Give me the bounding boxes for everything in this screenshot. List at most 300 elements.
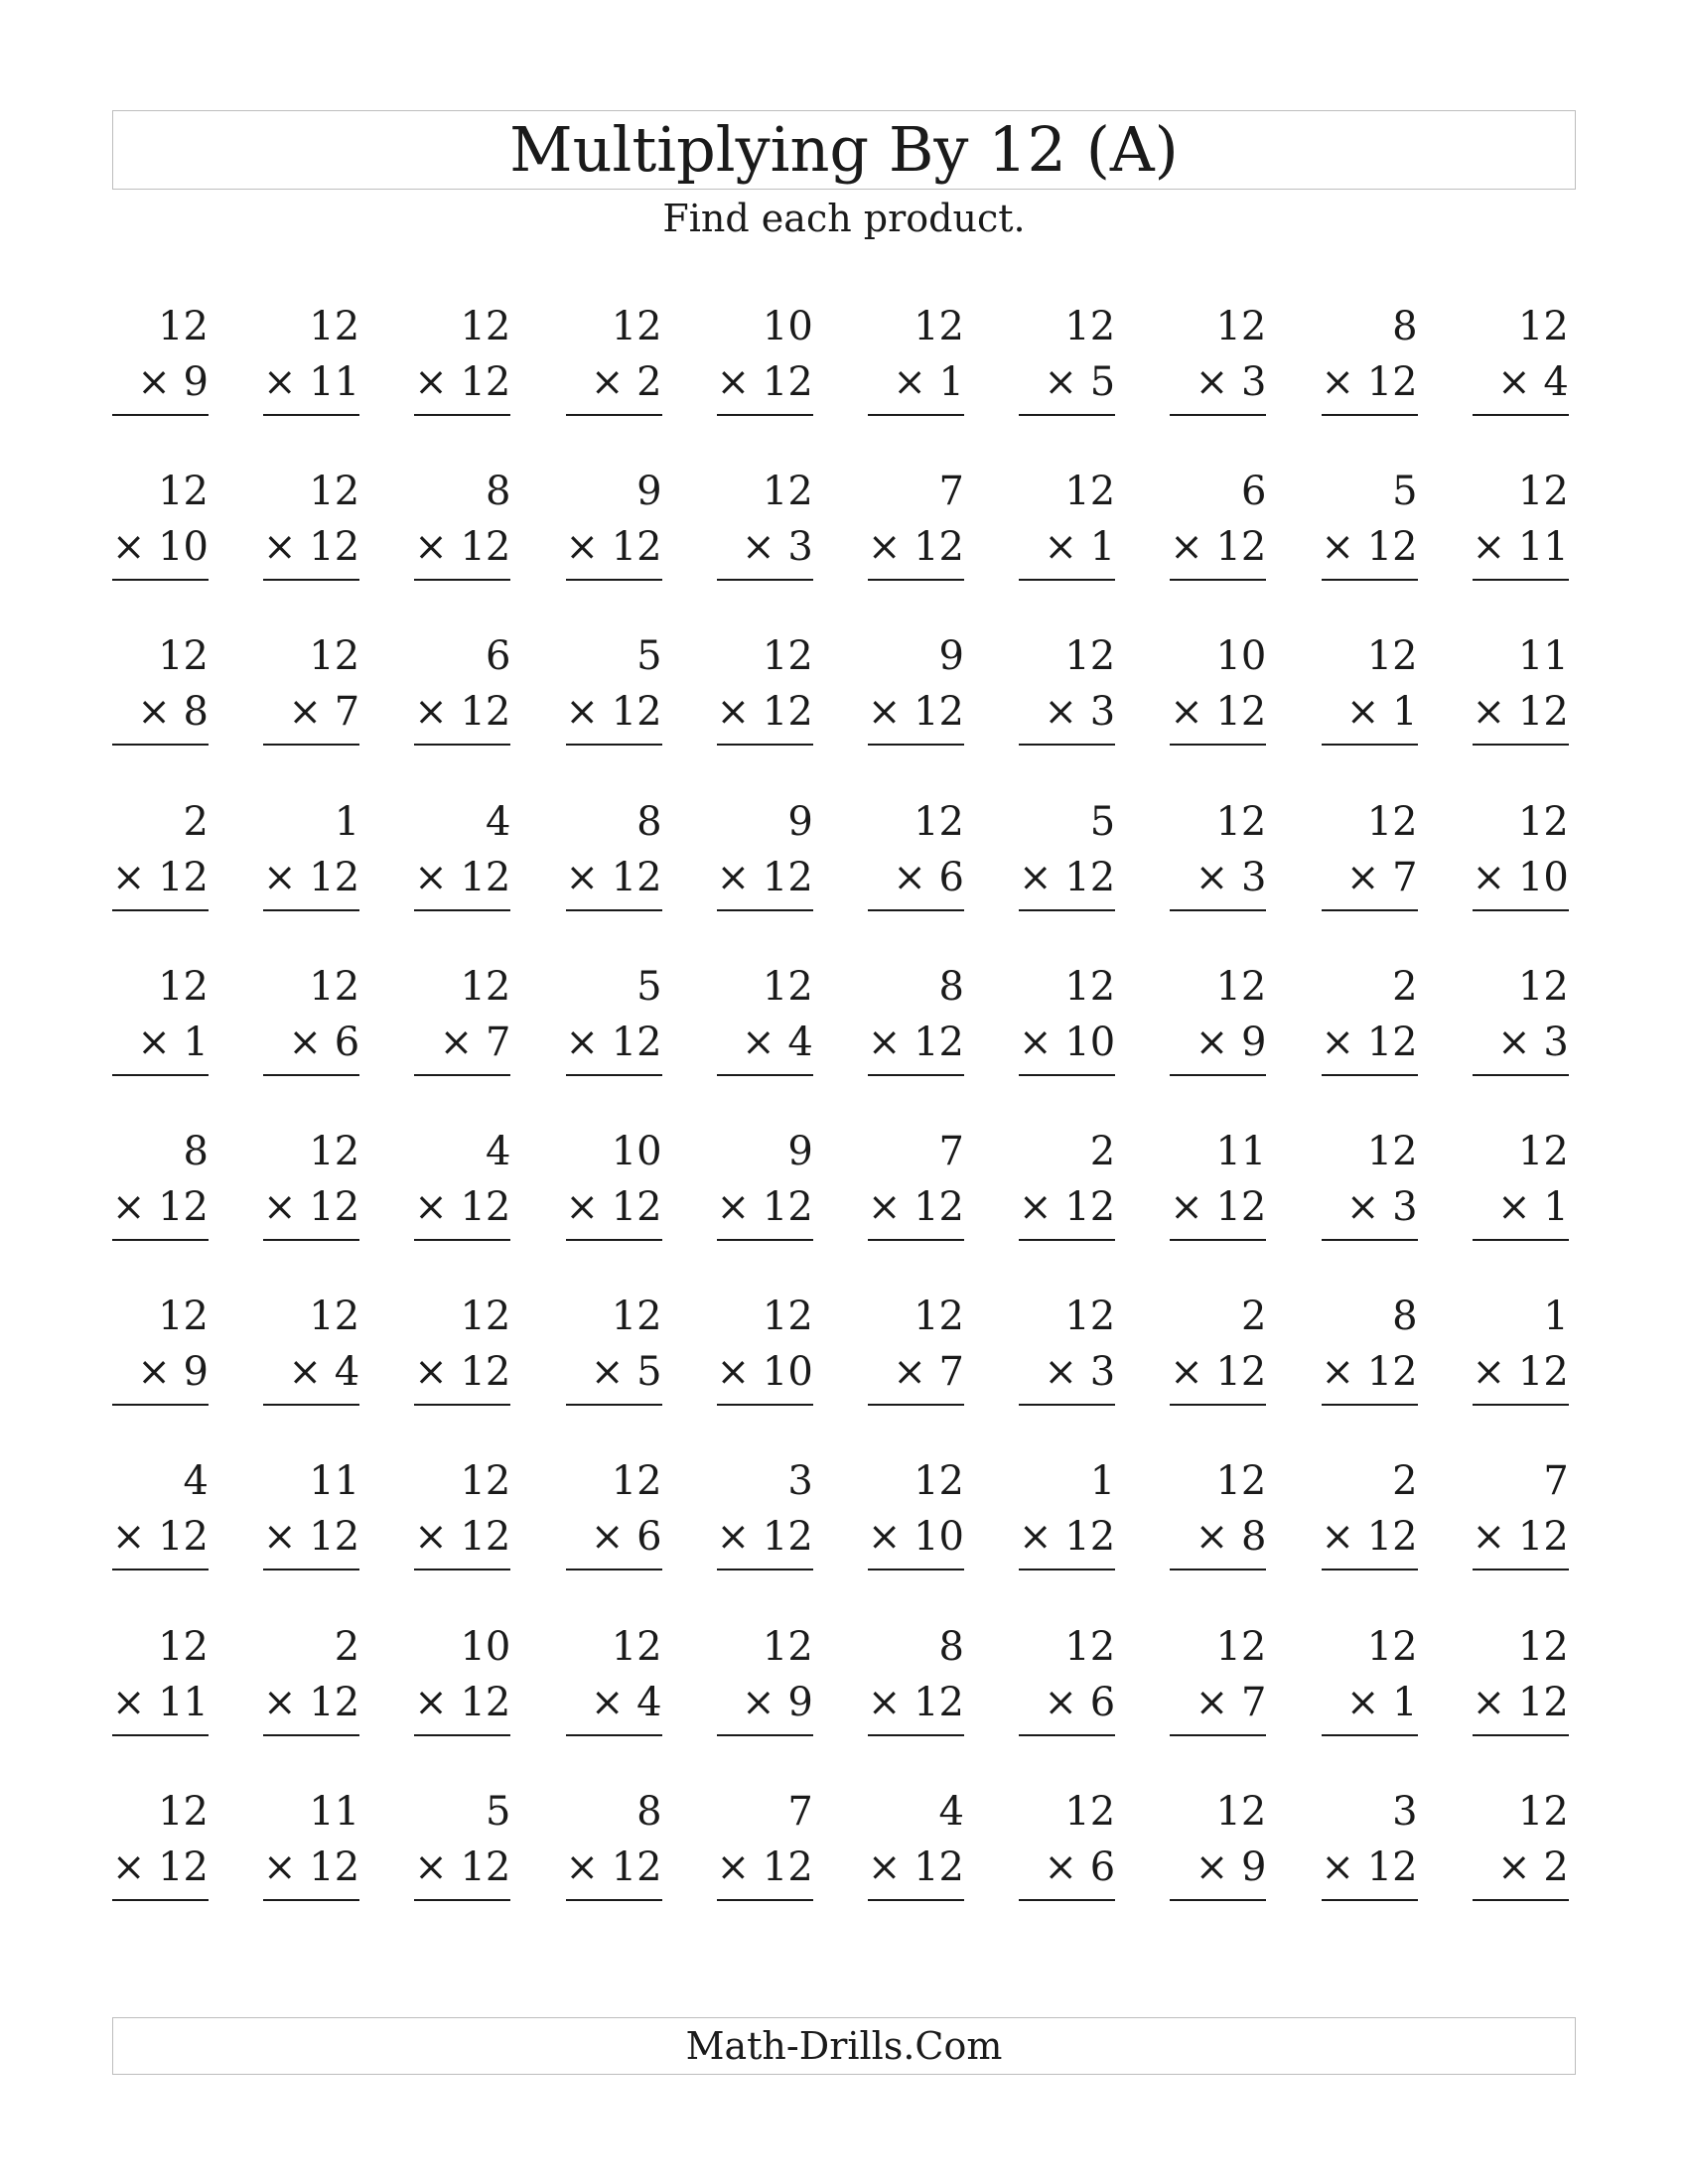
problem — [112, 1457, 209, 1572]
problem — [1170, 1128, 1266, 1243]
multiplier — [288, 689, 360, 736]
multiplier-value: 12 — [460, 359, 511, 405]
answer-line — [1170, 1899, 1266, 1901]
multiplicand: 9 — [787, 798, 813, 845]
multiplicand: 12 — [1517, 1788, 1569, 1835]
multiplicand: 12 — [309, 469, 360, 515]
multiplicand: 12 — [1215, 1788, 1267, 1835]
multiplier — [1472, 1349, 1569, 1396]
multiplier — [1019, 1019, 1116, 1065]
times-sign: × — [565, 1184, 599, 1230]
multiplier — [716, 1514, 813, 1561]
answer-line — [717, 744, 813, 746]
problem — [566, 963, 662, 1078]
multiplier — [1170, 689, 1267, 736]
problem — [263, 1788, 359, 1903]
problem — [717, 1128, 813, 1243]
problem — [1322, 798, 1418, 913]
multiplier — [1195, 1843, 1267, 1890]
multiplicand: 12 — [460, 1458, 511, 1505]
multiplicand: 12 — [1064, 1623, 1116, 1670]
multiplier — [414, 1843, 511, 1890]
problem — [112, 303, 209, 418]
multiplier — [414, 1184, 511, 1230]
answer-line — [868, 579, 964, 581]
multiplier-value: 12 — [914, 689, 964, 736]
multiplier-value: 6 — [938, 854, 964, 900]
multiplier — [414, 1679, 511, 1725]
problem — [717, 1788, 813, 1903]
multiplicand: 12 — [460, 1294, 511, 1340]
multiplicand: 12 — [158, 1623, 209, 1670]
multiplier-value: 12 — [1366, 1843, 1418, 1890]
multiplicand: 5 — [1392, 469, 1418, 515]
times-sign: × — [1044, 1843, 1078, 1890]
times-sign: × — [414, 1679, 448, 1725]
answer-line — [566, 909, 662, 911]
answer-line — [868, 1569, 964, 1570]
multiplicand: 12 — [914, 1294, 964, 1340]
answer-line — [1170, 1074, 1266, 1076]
multiplicand: 9 — [636, 469, 662, 515]
multiplier — [1044, 1843, 1116, 1890]
times-sign: × — [288, 689, 323, 736]
problem — [566, 1457, 662, 1572]
multiplicand: 12 — [158, 1788, 209, 1835]
multiplier-value: 4 — [787, 1019, 813, 1065]
times-sign: × — [1044, 359, 1078, 405]
times-sign: × — [111, 1679, 146, 1725]
answer-line — [717, 909, 813, 911]
problem — [1019, 1293, 1115, 1408]
multiplicand: 1 — [1543, 1294, 1569, 1340]
times-sign: × — [1044, 1349, 1078, 1396]
times-sign: × — [1472, 1349, 1506, 1396]
answer-line — [414, 744, 510, 746]
times-sign: × — [893, 1349, 926, 1396]
footer-box — [112, 2017, 1576, 2075]
answer-line — [717, 1899, 813, 1901]
problem — [1322, 632, 1418, 748]
multiplier — [893, 359, 964, 405]
problem — [1322, 1293, 1418, 1408]
multiplier-value: 12 — [1366, 359, 1418, 405]
multiplicand: 9 — [787, 1129, 813, 1174]
multiplier-value: 3 — [1089, 1349, 1116, 1396]
times-sign: × — [1472, 689, 1506, 736]
answer-line — [1170, 579, 1266, 581]
times-sign: × — [1019, 1184, 1053, 1230]
answer-line — [112, 414, 209, 416]
times-sign: × — [867, 1184, 902, 1230]
multiplier-value: 6 — [1089, 1679, 1116, 1725]
problem — [1473, 1293, 1569, 1408]
multiplier — [742, 524, 813, 571]
multiplier — [867, 524, 964, 571]
times-sign: × — [414, 359, 448, 405]
multiplier-value: 12 — [1517, 1679, 1569, 1725]
multiplier-value: 9 — [1240, 1843, 1267, 1890]
multiplier — [1195, 1514, 1267, 1561]
problem — [717, 468, 813, 583]
answer-line — [566, 1734, 662, 1736]
multiplier — [1170, 1184, 1267, 1230]
multiplier — [111, 1843, 209, 1890]
answer-line — [1019, 1239, 1115, 1241]
answer-line — [1473, 1899, 1569, 1901]
times-sign: × — [716, 1184, 751, 1230]
times-sign: × — [263, 1843, 297, 1890]
answer-line — [566, 1899, 662, 1901]
multiplier — [1321, 1349, 1418, 1396]
multiplicand: 7 — [1543, 1458, 1569, 1505]
multiplier-value: 1 — [1392, 1679, 1418, 1725]
problem — [1019, 963, 1115, 1078]
problem — [717, 1457, 813, 1572]
answer-line — [1473, 1239, 1569, 1241]
times-sign: × — [1472, 854, 1506, 900]
multiplicand: 12 — [1366, 798, 1418, 845]
multiplicand: 10 — [460, 1623, 511, 1670]
times-sign: × — [414, 1514, 448, 1561]
problem — [1473, 1623, 1569, 1738]
multiplier — [590, 1349, 662, 1396]
multiplier-value: 1 — [1543, 1184, 1569, 1230]
answer-line — [566, 1404, 662, 1406]
multiplier-value: 12 — [914, 1679, 964, 1725]
multiplicand: 12 — [1517, 963, 1569, 1010]
multiplicand: 12 — [158, 469, 209, 515]
multiplier-value: 12 — [1517, 1349, 1569, 1396]
times-sign: × — [1345, 1679, 1380, 1725]
multiplier-value: 10 — [1517, 854, 1569, 900]
multiplier — [1321, 1843, 1418, 1890]
multiplier — [1472, 1679, 1569, 1725]
multiplier-value: 12 — [1215, 1349, 1267, 1396]
multiplicand: 12 — [158, 1294, 209, 1340]
multiplier-value: 12 — [158, 854, 209, 900]
problem — [1019, 632, 1115, 748]
answer-line — [1473, 1734, 1569, 1736]
times-sign: × — [716, 689, 751, 736]
multiplier-value: 8 — [183, 689, 209, 736]
problem — [1019, 798, 1115, 913]
problem — [566, 1293, 662, 1408]
multiplier — [1195, 1019, 1267, 1065]
times-sign: × — [716, 1514, 751, 1561]
times-sign: × — [1345, 1184, 1380, 1230]
multiplicand: 5 — [636, 633, 662, 680]
problem — [868, 1128, 964, 1243]
multiplicand: 7 — [938, 1129, 964, 1174]
problem — [1170, 1623, 1266, 1738]
times-sign: × — [1472, 1679, 1506, 1725]
answer-line — [112, 579, 209, 581]
multiplier-value: 12 — [1064, 1514, 1116, 1561]
multiplicand: 5 — [1089, 798, 1116, 845]
multiplier — [867, 1019, 964, 1065]
multiplier — [565, 1843, 662, 1890]
multiplier — [1472, 854, 1569, 900]
multiplier-value: 1 — [1392, 689, 1418, 736]
multiplier — [1321, 1019, 1418, 1065]
answer-line — [1473, 414, 1569, 416]
multiplier — [1044, 1679, 1116, 1725]
multiplier-value: 12 — [1366, 1019, 1418, 1065]
problem — [112, 1128, 209, 1243]
answer-line — [1322, 909, 1418, 911]
problem — [414, 1293, 510, 1408]
times-sign: × — [1472, 524, 1506, 571]
times-sign: × — [1321, 524, 1354, 571]
multiplier-value: 3 — [1392, 1184, 1418, 1230]
multiplier-value: 10 — [914, 1514, 964, 1561]
multiplier-value: 9 — [183, 1349, 209, 1396]
answer-line — [566, 744, 662, 746]
multiplier-value: 12 — [762, 854, 813, 900]
multiplier-value: 12 — [1215, 1184, 1267, 1230]
multiplicand: 2 — [1240, 1294, 1267, 1340]
problem — [1170, 798, 1266, 913]
multiplier-value: 12 — [460, 524, 511, 571]
answer-line — [414, 414, 510, 416]
multiplier-value: 12 — [611, 1843, 662, 1890]
multiplier-value: 12 — [611, 689, 662, 736]
worksheet-instructions: Find each product. — [662, 197, 1026, 240]
multiplicand: 12 — [914, 304, 964, 349]
problem — [1170, 1457, 1266, 1572]
multiplicand: 2 — [183, 798, 209, 845]
multiplier — [1195, 854, 1267, 900]
multiplier — [439, 1019, 511, 1065]
problem — [263, 632, 359, 748]
multiplier-value: 12 — [1064, 1184, 1116, 1230]
times-sign: × — [263, 359, 297, 405]
multiplicand: 3 — [787, 1458, 813, 1505]
problem — [1322, 1788, 1418, 1903]
multiplicand: 12 — [611, 1294, 662, 1340]
problem — [1170, 963, 1266, 1078]
multiplier-value: 12 — [309, 524, 360, 571]
multiplier — [1170, 524, 1267, 571]
multiplicand: 12 — [1215, 1458, 1267, 1505]
problem — [868, 798, 964, 913]
multiplier-value: 5 — [636, 1349, 662, 1396]
problem — [263, 1293, 359, 1408]
multiplier-value: 12 — [611, 854, 662, 900]
multiplier — [111, 524, 209, 571]
answer-line — [112, 1899, 209, 1901]
multiplier — [716, 689, 813, 736]
multiplier — [1170, 1349, 1267, 1396]
multiplier — [867, 689, 964, 736]
times-sign: × — [590, 1514, 625, 1561]
multiplier — [742, 1679, 813, 1725]
times-sign: × — [1321, 359, 1354, 405]
times-sign: × — [1195, 359, 1229, 405]
multiplier — [1497, 1019, 1569, 1065]
problem — [414, 1457, 510, 1572]
multiplier-value: 12 — [611, 524, 662, 571]
times-sign: × — [893, 854, 926, 900]
answer-line — [566, 414, 662, 416]
multiplicand: 12 — [1064, 1294, 1116, 1340]
answer-line — [1170, 414, 1266, 416]
multiplier-value: 1 — [1089, 524, 1116, 571]
multiplier — [1497, 1184, 1569, 1230]
times-sign: × — [565, 524, 599, 571]
times-sign: × — [565, 689, 599, 736]
multiplicand: 8 — [938, 1623, 964, 1670]
answer-line — [1170, 1239, 1266, 1241]
times-sign: × — [590, 1349, 625, 1396]
multiplier-value: 12 — [611, 1019, 662, 1065]
problem — [112, 468, 209, 583]
multiplicand: 2 — [1089, 1129, 1116, 1174]
times-sign: × — [742, 524, 775, 571]
times-sign: × — [1345, 689, 1380, 736]
multiplicand: 4 — [938, 1788, 964, 1835]
multiplier-value: 12 — [1366, 1514, 1418, 1561]
multiplier-value: 2 — [636, 359, 662, 405]
multiplicand: 10 — [762, 304, 813, 349]
answer-line — [717, 1404, 813, 1406]
times-sign: × — [867, 1019, 902, 1065]
multiplier — [565, 1184, 662, 1230]
multiplier — [1497, 359, 1569, 405]
multiplicand: 12 — [611, 304, 662, 349]
multiplier — [137, 359, 209, 405]
problem — [717, 798, 813, 913]
multiplier — [742, 1019, 813, 1065]
multiplier — [1321, 1514, 1418, 1561]
times-sign: × — [1019, 1514, 1053, 1561]
problem — [1473, 1788, 1569, 1903]
multiplier-value: 12 — [309, 1843, 360, 1890]
problem — [414, 963, 510, 1078]
multiplier-value: 6 — [334, 1019, 360, 1065]
problem — [112, 1623, 209, 1738]
answer-line — [566, 1239, 662, 1241]
problem — [566, 1623, 662, 1738]
problem — [263, 1623, 359, 1738]
multiplier-value: 12 — [1366, 524, 1418, 571]
times-sign: × — [716, 359, 751, 405]
problem — [414, 1623, 510, 1738]
times-sign: × — [414, 524, 448, 571]
times-sign: × — [137, 1019, 171, 1065]
multiplier — [263, 359, 360, 405]
problem — [717, 963, 813, 1078]
answer-line — [414, 1239, 510, 1241]
problem — [414, 632, 510, 748]
answer-line — [1322, 414, 1418, 416]
multiplier-value: 12 — [460, 1679, 511, 1725]
multiplicand: 5 — [485, 1788, 511, 1835]
multiplicand: 12 — [1517, 469, 1569, 515]
problem — [1322, 1128, 1418, 1243]
multiplier-value: 12 — [460, 1184, 511, 1230]
multiplier-value: 12 — [914, 1019, 964, 1065]
times-sign: × — [1321, 1349, 1354, 1396]
answer-line — [263, 1899, 359, 1901]
multiplier — [1019, 1514, 1116, 1561]
problem — [868, 468, 964, 583]
multiplier-value: 10 — [1064, 1019, 1116, 1065]
multiplicand: 12 — [1215, 798, 1267, 845]
times-sign: × — [414, 689, 448, 736]
multiplier — [137, 689, 209, 736]
times-sign: × — [263, 1679, 297, 1725]
multiplier — [867, 1843, 964, 1890]
multiplier — [565, 524, 662, 571]
problem — [1019, 1128, 1115, 1243]
multiplicand: 8 — [183, 1129, 209, 1174]
multiplier — [1321, 524, 1418, 571]
times-sign: × — [716, 1843, 751, 1890]
problem — [717, 303, 813, 418]
multiplier-value: 7 — [1392, 854, 1418, 900]
answer-line — [1322, 1239, 1418, 1241]
multiplicand: 12 — [611, 1458, 662, 1505]
problem — [1170, 1293, 1266, 1408]
times-sign: × — [1044, 1679, 1078, 1725]
times-sign: × — [111, 1514, 146, 1561]
multiplicand: 2 — [334, 1623, 360, 1670]
multiplier-value: 12 — [1215, 689, 1267, 736]
answer-line — [1019, 909, 1115, 911]
multiplicand: 12 — [1064, 1788, 1116, 1835]
multiplier — [414, 1349, 511, 1396]
problem — [1322, 468, 1418, 583]
times-sign: × — [1497, 1843, 1531, 1890]
answer-line — [717, 1239, 813, 1241]
multiplier — [414, 524, 511, 571]
answer-line — [414, 909, 510, 911]
multiplicand: 7 — [787, 1788, 813, 1835]
problem — [112, 963, 209, 1078]
multiplier-value: 12 — [1215, 524, 1267, 571]
answer-line — [717, 579, 813, 581]
multiplier-value: 4 — [636, 1679, 662, 1725]
problem — [112, 798, 209, 913]
answer-line — [112, 909, 209, 911]
multiplicand: 9 — [938, 633, 964, 680]
problem — [1019, 1623, 1115, 1738]
multiplicand: 8 — [636, 798, 662, 845]
multiplier — [1195, 359, 1267, 405]
multiplier-value: 12 — [762, 689, 813, 736]
answer-line — [1473, 579, 1569, 581]
multiplier-value: 12 — [309, 1679, 360, 1725]
multiplicand: 11 — [1517, 633, 1569, 680]
problem — [263, 963, 359, 1078]
times-sign: × — [1321, 1514, 1354, 1561]
multiplier — [716, 1349, 813, 1396]
times-sign: × — [590, 359, 625, 405]
multiplicand: 12 — [1366, 1129, 1418, 1174]
multiplier — [1345, 1184, 1418, 1230]
multiplicand: 12 — [762, 1294, 813, 1340]
answer-line — [717, 1074, 813, 1076]
answer-line — [717, 1569, 813, 1570]
answer-line — [1473, 1404, 1569, 1406]
multiplier — [111, 854, 209, 900]
times-sign: × — [111, 1843, 146, 1890]
answer-line — [717, 1734, 813, 1736]
times-sign: × — [1170, 524, 1203, 571]
multiplier-value: 12 — [1064, 854, 1116, 900]
